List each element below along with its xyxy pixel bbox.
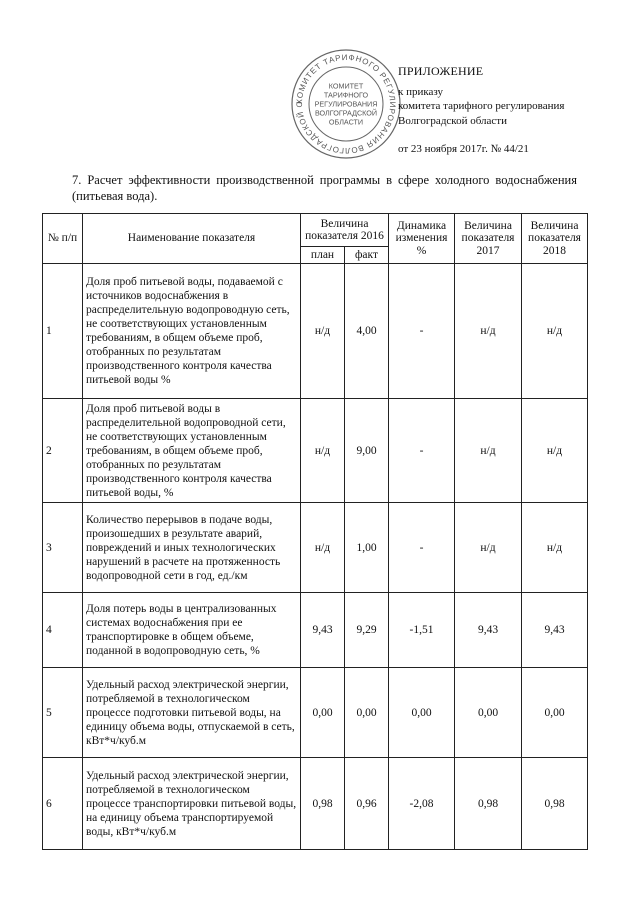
header-line-committee: комитета тарифного регулирования bbox=[398, 100, 565, 112]
stamp-seal-graphic bbox=[290, 48, 402, 160]
efficiency-table bbox=[42, 213, 588, 850]
row-num: 5 bbox=[43, 668, 83, 758]
row-value-2017: 0,98 bbox=[455, 758, 522, 850]
svg-text:ТАРИФНОГО: ТАРИФНОГО bbox=[323, 90, 369, 100]
row-num: 6 bbox=[43, 758, 83, 850]
table-row bbox=[43, 758, 588, 850]
row-num: 1 bbox=[43, 264, 83, 399]
row-fact: 0,00 bbox=[345, 668, 389, 758]
official-stamp bbox=[290, 48, 402, 160]
row-value-2018: н/д bbox=[522, 264, 588, 399]
row-dynamics: -2,08 bbox=[389, 758, 455, 850]
row-value-2017: н/д bbox=[455, 399, 522, 503]
header-plan: план bbox=[301, 247, 345, 264]
row-num: 2 bbox=[43, 399, 83, 503]
row-indicator-name: Доля проб питьевой воды, подаваемой с источников водоснабжения в распределительную водопроводную сеть, не соответствующих установленным требованиям, в общем объеме проб, отобранных по результатам производственного контроля качества питьевой воды % bbox=[83, 264, 301, 399]
row-indicator-name: Удельный расход электрической энергии, потребляемой в технологическом процессе подготовки питьевой воды, на единицу объема воды, отпускаемой в сеть, кВт*ч/куб.м bbox=[83, 668, 301, 758]
row-indicator-name: Доля потерь воды в централизованных системах водоснабжения при ее транспортировке в общем объеме, поданной в водопроводную сеть, % bbox=[83, 593, 301, 668]
row-plan: н/д bbox=[301, 503, 345, 593]
table-row bbox=[43, 503, 588, 593]
row-indicator-name: Удельный расход электрической энергии, потребляемой в технологическом процессе транспортировки питьевой воды, на единицу объема транспортируемой воды, кВт*ч/куб.м bbox=[83, 758, 301, 850]
row-plan: н/д bbox=[301, 264, 345, 399]
row-value-2018: 0,98 bbox=[522, 758, 588, 850]
row-fact: 4,00 bbox=[345, 264, 389, 399]
table-row bbox=[43, 668, 588, 758]
row-value-2017: н/д bbox=[455, 503, 522, 593]
row-fact: 0,96 bbox=[345, 758, 389, 850]
header-num: № п/п bbox=[43, 214, 83, 264]
row-dynamics: - bbox=[389, 264, 455, 399]
row-value-2017: 9,43 bbox=[455, 593, 522, 668]
row-num: 3 bbox=[43, 503, 83, 593]
row-dynamics: - bbox=[389, 503, 455, 593]
appendix-header bbox=[398, 64, 564, 157]
row-num: 4 bbox=[43, 593, 83, 668]
svg-text:РЕГУЛИРОВАНИЯ: РЕГУЛИРОВАНИЯ bbox=[314, 99, 378, 109]
row-plan: н/д bbox=[301, 399, 345, 503]
svg-text:ОБЛАСТИ: ОБЛАСТИ bbox=[328, 117, 364, 127]
row-fact: 9,29 bbox=[345, 593, 389, 668]
row-dynamics: 0,00 bbox=[389, 668, 455, 758]
row-plan: 9,43 bbox=[301, 593, 345, 668]
row-fact: 9,00 bbox=[345, 399, 389, 503]
row-value-2018: 9,43 bbox=[522, 593, 588, 668]
row-value-2017: н/д bbox=[455, 264, 522, 399]
header-fact: факт bbox=[345, 247, 389, 264]
row-plan: 0,00 bbox=[301, 668, 345, 758]
svg-text:КОМИТЕТ: КОМИТЕТ bbox=[328, 81, 364, 91]
row-fact: 1,00 bbox=[345, 503, 389, 593]
table-row bbox=[43, 399, 588, 503]
row-dynamics: - bbox=[389, 399, 455, 503]
section-title: 7. Расчет эффективности производственной программы в сфере холодного водоснабжения (питьевая вода). bbox=[72, 173, 577, 203]
row-value-2018: н/д bbox=[522, 503, 588, 593]
header-value-2017: Величина показателя 2017 bbox=[455, 214, 522, 264]
header-value-2016: Величина показателя 2016 bbox=[301, 214, 389, 247]
appendix-title: ПРИЛОЖЕНИЕ bbox=[398, 64, 484, 78]
header-line-order: к приказу bbox=[398, 85, 444, 98]
header-value-2018: Величина показателя 2018 bbox=[522, 214, 588, 264]
row-indicator-name: Количество перерывов в подаче воды, произошедших в результате аварий, повреждений и иных технологических нарушений в расчете на протяженность водопроводной сети в год, ед./км bbox=[83, 503, 301, 593]
header-line-region: Волгоградской области bbox=[398, 114, 507, 127]
header-dynamics: Динамика изменения % bbox=[389, 214, 455, 264]
svg-text:ВОЛГОГРАДСКОЙ: ВОЛГОГРАДСКОЙ bbox=[314, 108, 378, 118]
row-indicator-name: Доля проб питьевой воды в распределительной водопроводной сети, не соответствующих установленным требованиям, в общем объеме проб, отобранных по результатам производственного контроля качества питьевой воды, % bbox=[83, 399, 301, 503]
svg-text:КОМИТЕТ ТАРИФНОГО РЕГУЛИРОВАНИ: КОМИТЕТ ТАРИФНОГО РЕГУЛИРОВАНИЯ ВОЛГОГРАДСКОЙ О bbox=[294, 52, 398, 156]
table-row bbox=[43, 264, 588, 399]
row-plan: 0,98 bbox=[301, 758, 345, 850]
row-value-2018: 0,00 bbox=[522, 668, 588, 758]
header-name: Наименование показателя bbox=[83, 214, 301, 264]
row-dynamics: -1,51 bbox=[389, 593, 455, 668]
row-value-2017: 0,00 bbox=[455, 668, 522, 758]
header-date: от 23 ноября 2017г. № 44/21 bbox=[398, 143, 529, 155]
table-row bbox=[43, 593, 588, 668]
row-value-2018: н/д bbox=[522, 399, 588, 503]
